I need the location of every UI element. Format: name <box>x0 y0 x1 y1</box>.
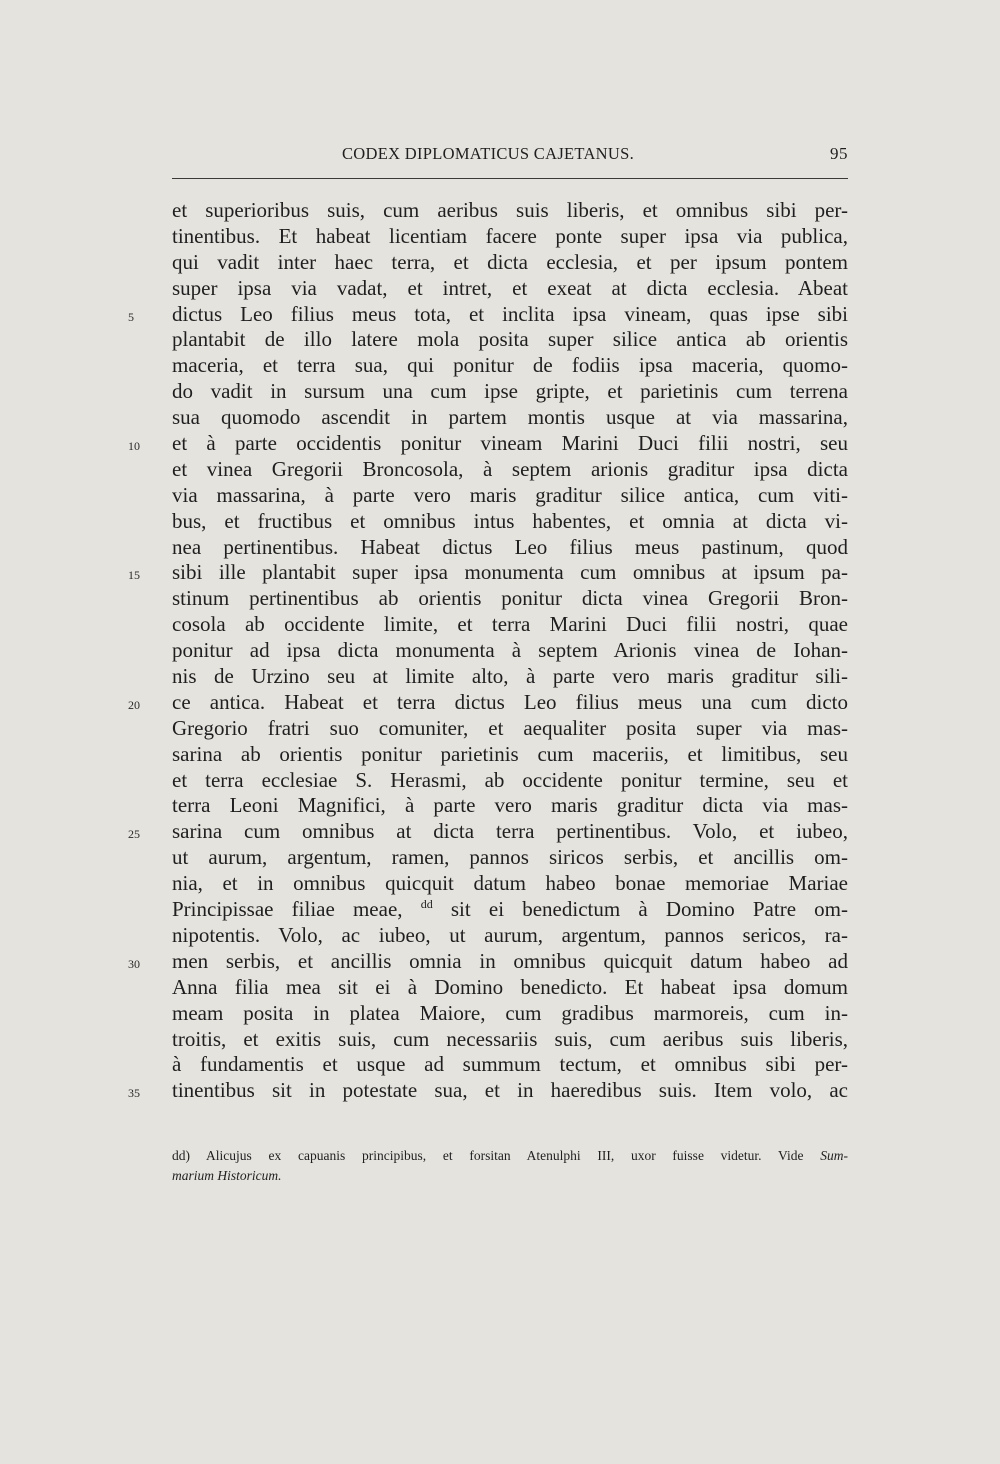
line-text: Anna filia mea sit ei à Domino benedicto. Et habeat ipsa domum <box>172 974 848 999</box>
line-text: troitis, et exitis suis, cum necessariis suis, cum aeribus suis liberis, <box>172 1026 848 1051</box>
line-text: sibi ille plantabit super ipsa monumenta cum omnibus at ipsum pa- <box>172 560 848 585</box>
line-text: nia, et in omnibus quicquit datum habeo bonae memoriae Mariae <box>172 871 848 896</box>
text-line <box>172 612 848 638</box>
line-number: 25 <box>128 827 140 842</box>
footnote <box>172 1146 848 1186</box>
line-text: tinentibus sit in potestate sua, et in haeredibus suis. Item volo, ac <box>172 1078 848 1103</box>
text-line <box>172 871 848 897</box>
line-text: bus, et fructibus et omnibus intus habentes, et omnia at dicta vi- <box>172 508 848 533</box>
running-head <box>172 144 848 168</box>
footnote-line <box>172 1166 848 1186</box>
line-number: 35 <box>128 1086 140 1101</box>
line-text: dictus Leo filius meus tota, et inclita ipsa vineam, quas ipse sibi <box>172 301 848 326</box>
line-text: ut aurum, argentum, ramen, pannos siricos serbis, et ancillis om- <box>172 845 848 870</box>
line-text: sarina cum omnibus at dicta terra pertinentibus. Volo, et iubeo, <box>172 819 848 844</box>
line-text: cosola ab occidente limite, et terra Marini Duci filii nostri, quae <box>172 612 848 637</box>
line-text: et à parte occidentis ponitur vineam Marini Duci filii nostri, seu <box>172 431 848 456</box>
text-line <box>128 560 848 586</box>
text-line <box>128 689 848 716</box>
running-title: CODEX DIPLOMATICUS CAJETANUS. <box>342 144 635 163</box>
text-line <box>172 327 848 353</box>
text-line <box>172 716 848 742</box>
text-line <box>172 638 848 664</box>
line-number: 5 <box>128 309 134 324</box>
text-line <box>128 948 848 975</box>
text-line <box>172 353 848 379</box>
text-line <box>172 509 848 535</box>
text-line <box>172 405 848 431</box>
header-rule <box>172 178 848 179</box>
text-line <box>172 224 848 250</box>
text-line <box>172 535 848 561</box>
text-line <box>172 483 848 509</box>
line-text: ponitur ad ipsa dicta monumenta à septem Arionis vinea de Iohan- <box>172 638 848 663</box>
line-text: terra Leoni Magnifici, à parte vero maris graditur dicta via mas- <box>172 793 848 818</box>
line-text: do vadit in sursum una cum ipse gripte, et parietinis cum terrena <box>172 379 848 404</box>
line-text: sarina ab orientis ponitur parietinis cum maceriis, et limitibus, seu <box>172 741 848 766</box>
footnote-marker: dd <box>420 897 433 912</box>
footnote-reference: marium Historicum. <box>172 1168 282 1183</box>
text-line <box>172 1052 848 1078</box>
text-line <box>172 1001 848 1027</box>
text-line <box>172 845 848 871</box>
line-text: tinentibus. Et habeat licentiam facere ponte super ipsa via publica, <box>172 223 848 248</box>
footnote-line <box>172 1146 848 1166</box>
line-text: super ipsa via vadat, et intret, et exeat at dicta ecclesia. Abeat <box>172 275 848 300</box>
text-line <box>172 897 848 923</box>
line-text: ce antica. Habeat et terra dictus Leo filius meus una cum dicto <box>172 689 848 714</box>
line-number: 30 <box>128 956 140 971</box>
text-line <box>172 198 848 224</box>
line-text: meam posita in platea Maiore, cum gradibus marmoreis, cum in- <box>172 1000 848 1025</box>
text-line <box>172 975 848 1001</box>
footnote-text: dd) Alicujus ex capuanis principibus, et forsitan Atenulphi III, uxor fuisse videtur. Vide <box>172 1148 821 1163</box>
text-line <box>172 1027 848 1053</box>
line-text: men serbis, et ancillis omnia in omnibus quicquit datum habeo ad <box>172 948 848 973</box>
text-line <box>128 819 848 845</box>
line-text: et terra ecclesiae S. Herasmi, ab occidente ponitur termine, seu et <box>172 767 848 792</box>
line-text: plantabit de illo latere mola posita super silice antica ab orientis <box>172 327 848 352</box>
text-line <box>172 793 848 819</box>
text-line <box>172 768 848 794</box>
line-text: stinum pertinentibus ab orientis ponitur dicta vinea Gregorii Bron- <box>172 586 848 611</box>
text-line <box>172 457 848 483</box>
line-number: 20 <box>128 697 140 712</box>
body-text <box>128 198 849 1104</box>
text-line <box>172 742 848 768</box>
line-text: et vinea Gregorii Broncosola, à septem arionis graditur ipsa dicta <box>172 456 848 481</box>
line-text: nea pertinentibus. Habeat dictus Leo filius meus pastinum, quod <box>172 534 848 559</box>
line-number: 10 <box>128 439 140 454</box>
footnote-reference: Sum- <box>820 1148 848 1163</box>
line-text: sit ei benedictum à Domino Patre om- <box>432 897 849 922</box>
line-text: nis de Urzino seu at limite alto, à parte vero maris graditur sili- <box>172 664 848 689</box>
text-line <box>172 923 848 949</box>
line-text: Gregorio fratri suo comuniter, et aequaliter posita super via mas- <box>172 715 848 740</box>
text-line <box>128 1078 848 1104</box>
line-text: Principissae filiae meae, <box>172 897 421 922</box>
line-text: et superioribus suis, cum aeribus suis liberis, et omnibus sibi per- <box>172 198 848 222</box>
line-text: sua quomodo ascendit in partem montis usque at via massarina, <box>172 405 848 430</box>
page-number: 95 <box>830 144 848 163</box>
text-line <box>172 664 848 690</box>
text-line <box>172 276 848 302</box>
line-number: 15 <box>128 568 140 583</box>
text-line <box>172 250 848 276</box>
line-text: nipotentis. Volo, ac iubeo, ut aurum, argentum, pannos sericos, ra- <box>172 922 848 947</box>
text-line <box>172 586 848 612</box>
line-text: via massarina, à parte vero maris graditur silice antica, cum viti- <box>172 482 848 507</box>
line-text: maceria, et terra sua, qui ponitur de fodiis ipsa maceria, quomo- <box>172 353 848 378</box>
line-text: qui vadit inter haec terra, et dicta ecclesia, et per ipsum pontem <box>172 249 848 274</box>
line-text: à fundamentis et usque ad summum tectum, et omnibus sibi per- <box>172 1052 848 1077</box>
text-line <box>128 431 848 457</box>
text-line <box>172 379 848 405</box>
text-line <box>128 301 848 328</box>
